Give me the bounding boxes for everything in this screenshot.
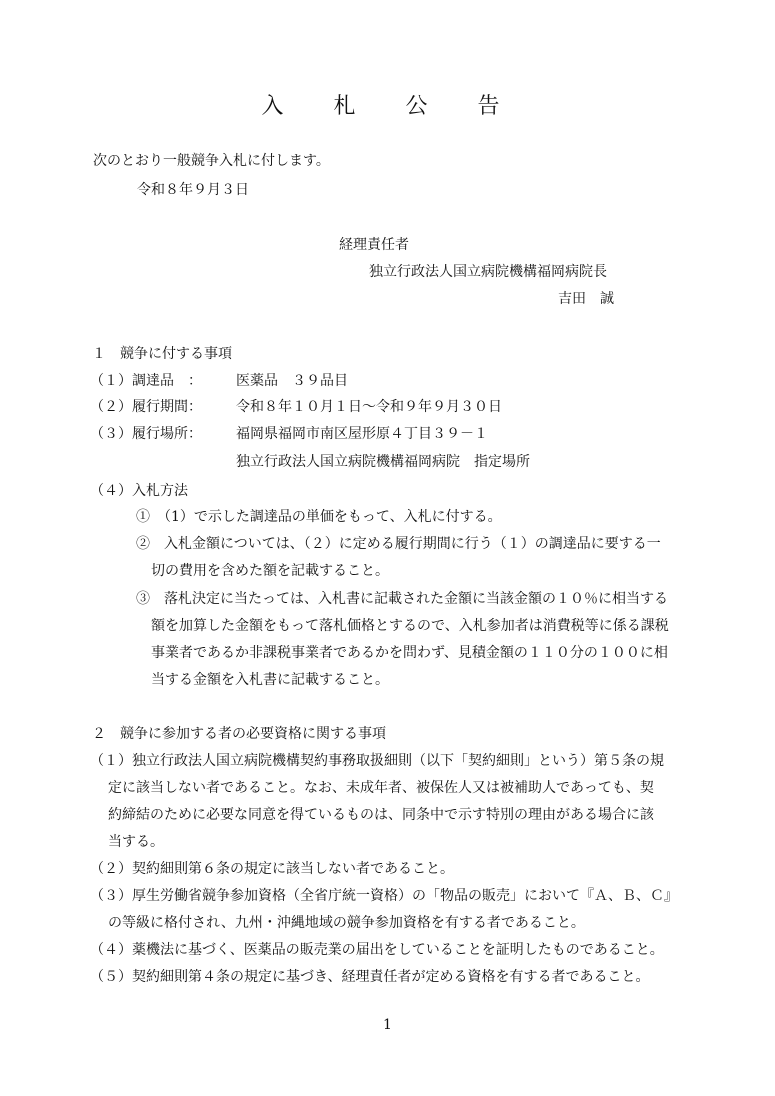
method-3-line4: 当する金額を入札書に記載すること。 [151,672,389,688]
section2-heading: ２ 競争に参加する者の必要資格に関する事項 [92,726,386,742]
page-title: 入 札 公 告 [261,94,514,119]
method-3-line1: ③ 落札決定に当たっては、入札書に記載された金額に当該金額の１０％に相当する [136,591,668,607]
intro-text: 次のとおり一般競争入札に付します。 [93,153,330,169]
method-1: ① （1）で示した調達品の単価をもって、入札に付する。 [136,509,502,525]
method-2-line2: 切の費用を含めた額を記載すること。 [151,563,389,579]
item2-label: （２）履行期間： [90,399,202,415]
req5: （５）契約細則第４条の規定に基づき、経理責任者が定める資格を有する者であること。 [90,969,650,985]
section1-heading: １ 競争に付する事項 [92,346,232,362]
page-number: 1 [383,1017,392,1033]
req1-line4: 当する。 [108,834,164,850]
req3-line1: （３）厚生労働省競争参加資格（全省庁統一資格）の「物品の販売」において『Ａ、Ｂ、Ｃ』 [90,888,678,904]
method-3-line2: 額を加算した金額をもって落札価格とするので、入札参加者は消費税等に係る課税 [151,618,669,634]
issuer-org: 独立行政法人国立病院機構福岡病院長 [369,264,607,280]
req2: （２）契約細則第６条の規定に該当しない者であること。 [90,861,454,877]
req1-line3: 約締結のために必要な同意を得ているものは、同条中で示す特別の理由がある場合に該 [108,807,654,823]
req1-line1: （１）独立行政法人国立病院機構契約事務取扱細則（以下「契約細則」という）第５条の規 [90,753,664,769]
item1-label: （１）調達品 ： [90,373,202,389]
item3-value-line1: 福岡県福岡市南区屋形原４丁目３９－１ [236,426,488,442]
req3-line2: の等級に格付され、九州・沖縄地域の競争参加資格を有する者であること。 [108,915,585,931]
item1-value: 医薬品 ３９品目 [236,373,348,389]
issuer-name: 吉田 誠 [558,291,614,307]
req1-line2: 定に該当しない者であること。なお、未成年者、被保佐人又は被補助人であっても、契 [108,780,654,796]
method-2-line1: ② 入札金額については、（２）に定める履行期間に行う（１）の調達品に要する一 [136,536,661,552]
item3-label: （３）履行場所： [90,426,202,442]
req4: （４）薬機法に基づく、医薬品の販売業の届出をしていることを証明したものであること。 [90,942,664,958]
item3-value-line2: 独立行政法人国立病院機構福岡病院 指定場所 [236,454,530,470]
issuer-role: 経理責任者 [339,237,409,253]
method-3-line3: 事業者であるか非課税事業者であるかを問わず、見積金額の１１０分の１００に相 [151,645,668,661]
item2-value: 令和８年１０月１日～令和９年９月３０日 [236,399,502,415]
notice-date: 令和８年９月３日 [137,182,249,198]
item4-label: （４）入札方法 [90,483,188,499]
